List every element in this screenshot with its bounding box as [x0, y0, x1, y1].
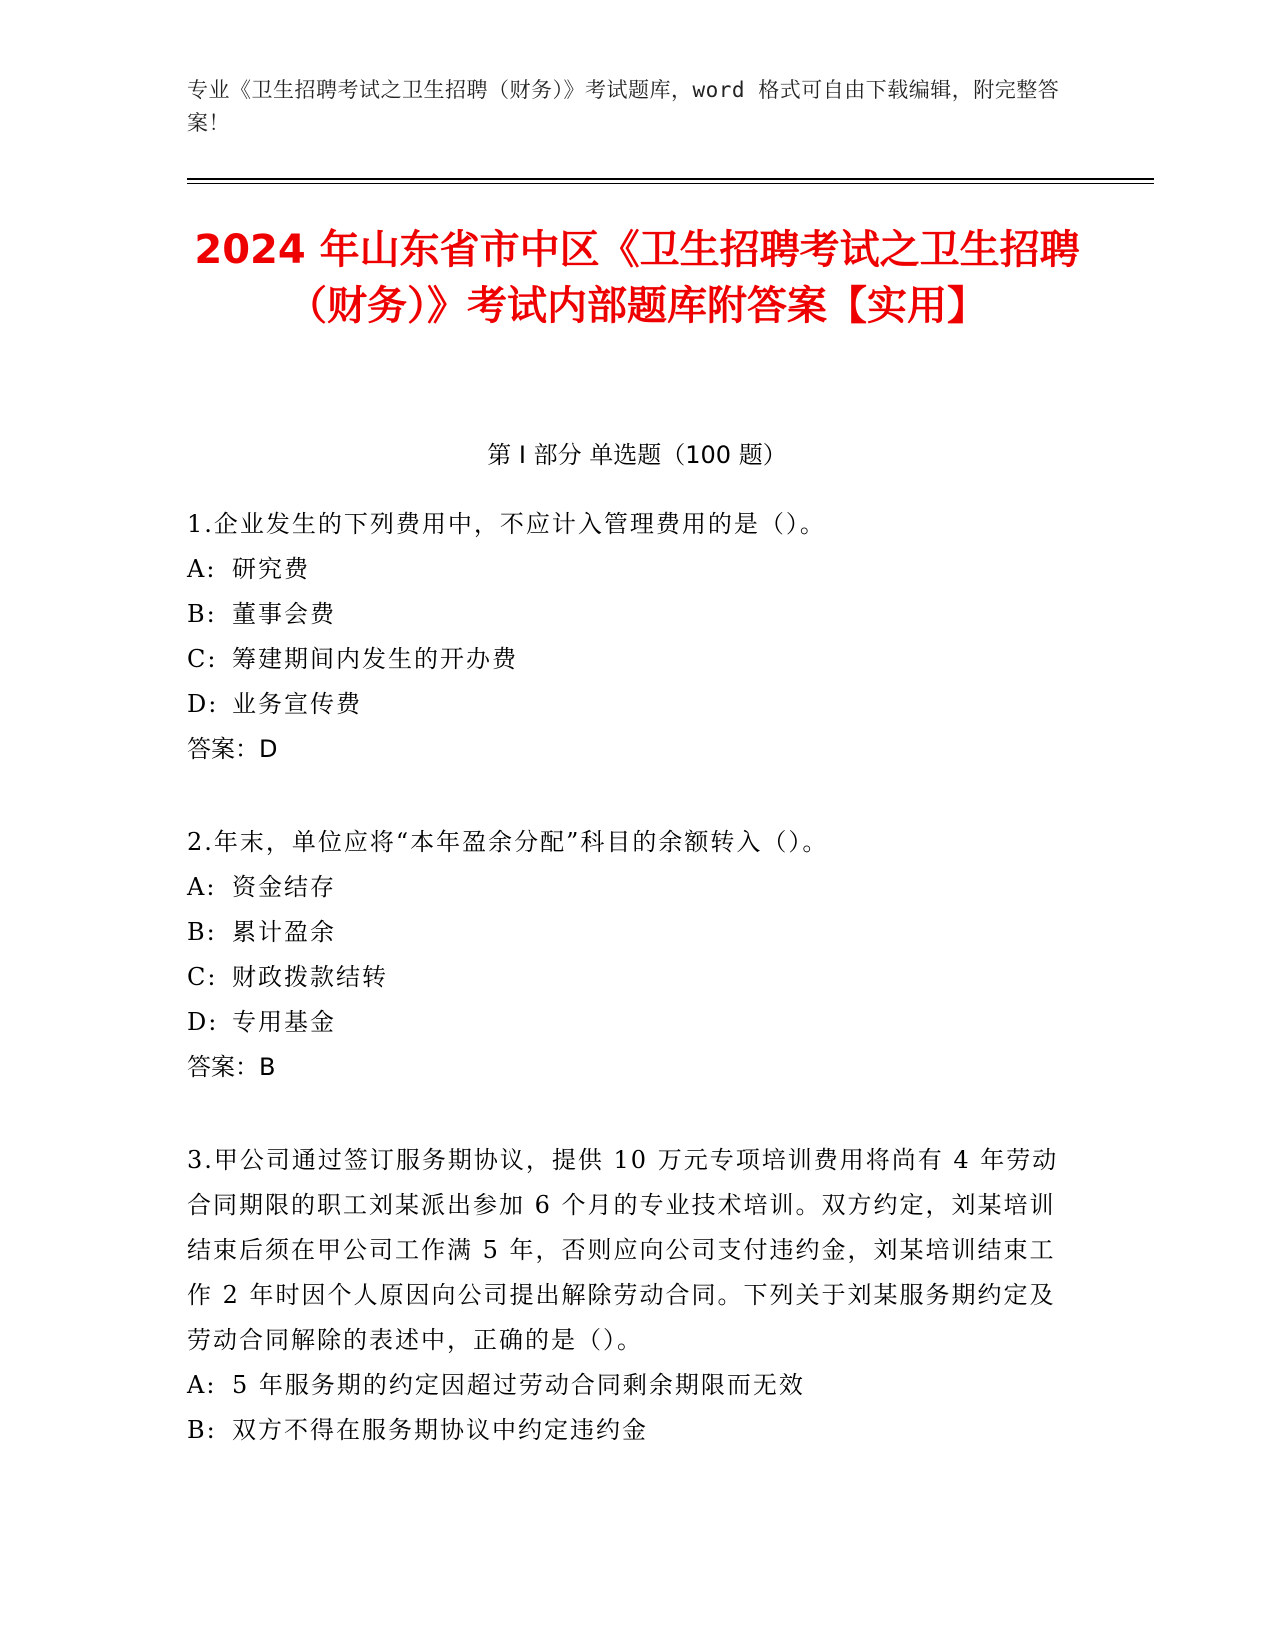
- option-b: [187, 1408, 1067, 1453]
- question-3: [187, 1138, 1067, 1453]
- option-key: B:: [187, 600, 217, 628]
- question-stem: 1.企业发生的下列费用中，不应计入管理费用的是（）。: [187, 510, 826, 538]
- option-c: [187, 955, 1067, 1000]
- header-note: 专业《卫生招聘考试之卫生招聘（财务）》考试题库，word 格式可自由下载编辑，附完整答案！: [187, 78, 1060, 135]
- option-text: 5 年服务期的约定因超过劳动合同剩余期限而无效: [232, 1371, 805, 1399]
- option-a: [187, 547, 1067, 592]
- document-title: 2024 年山东省市中区《卫生招聘考试之卫生招聘（财务）》考试内部题库附答案【实用】: [194, 227, 1080, 329]
- option-key: B:: [187, 918, 217, 946]
- option-text: 专用基金: [232, 1008, 336, 1036]
- question-2: [187, 820, 1067, 1090]
- option-text: 筹建期间内发生的开办费: [232, 645, 518, 673]
- option-text: 董事会费: [232, 600, 336, 628]
- option-d: [187, 1000, 1067, 1045]
- option-b: [187, 592, 1067, 637]
- option-a: [187, 865, 1067, 910]
- option-c: [187, 637, 1067, 682]
- option-b: [187, 910, 1067, 955]
- option-text: 资金结存: [232, 873, 336, 901]
- option-a: [187, 1363, 1067, 1408]
- option-text: 财政拨款结转: [232, 963, 388, 991]
- answer-line: 答案：B: [187, 1053, 276, 1081]
- option-key: A:: [187, 555, 217, 583]
- option-text: 双方不得在服务期协议中约定违约金: [232, 1416, 648, 1444]
- option-key: A:: [187, 1371, 217, 1399]
- option-text: 研究费: [232, 555, 310, 583]
- option-key: D:: [187, 1008, 219, 1036]
- answer-line: 答案：D: [187, 735, 278, 763]
- option-key: C:: [187, 645, 218, 673]
- header-divider-thick: [187, 178, 1154, 180]
- question-stem: 2.年末，单位应将“本年盈余分配”科目的余额转入（）。: [187, 828, 829, 856]
- option-d: [187, 682, 1067, 727]
- option-text: 业务宣传费: [232, 690, 362, 718]
- header-divider-thin: [187, 183, 1154, 184]
- question-stem: 3.甲公司通过签订服务期协议，提供 10 万元专项培训费用将尚有 4 年劳动合同期限的职工刘某派出参加 6 个月的专业技术培训。双方约定，刘某培训结束后须在甲公司工作满 5 年，否则应向公司支付违约金，刘某培训结束工作 2 年时因个人原因向公司提出解除劳动合同。下列关于刘某服务期约定及劳动合同解除的表述中，正确的是（）。: [187, 1146, 1059, 1354]
- question-1: [187, 502, 1067, 772]
- option-key: C:: [187, 963, 218, 991]
- option-key: D:: [187, 690, 219, 718]
- option-text: 累计盈余: [232, 918, 336, 946]
- option-key: A:: [187, 873, 217, 901]
- section-heading: 第 I 部分 单选题（100 题）: [487, 441, 787, 469]
- option-key: B:: [187, 1416, 217, 1444]
